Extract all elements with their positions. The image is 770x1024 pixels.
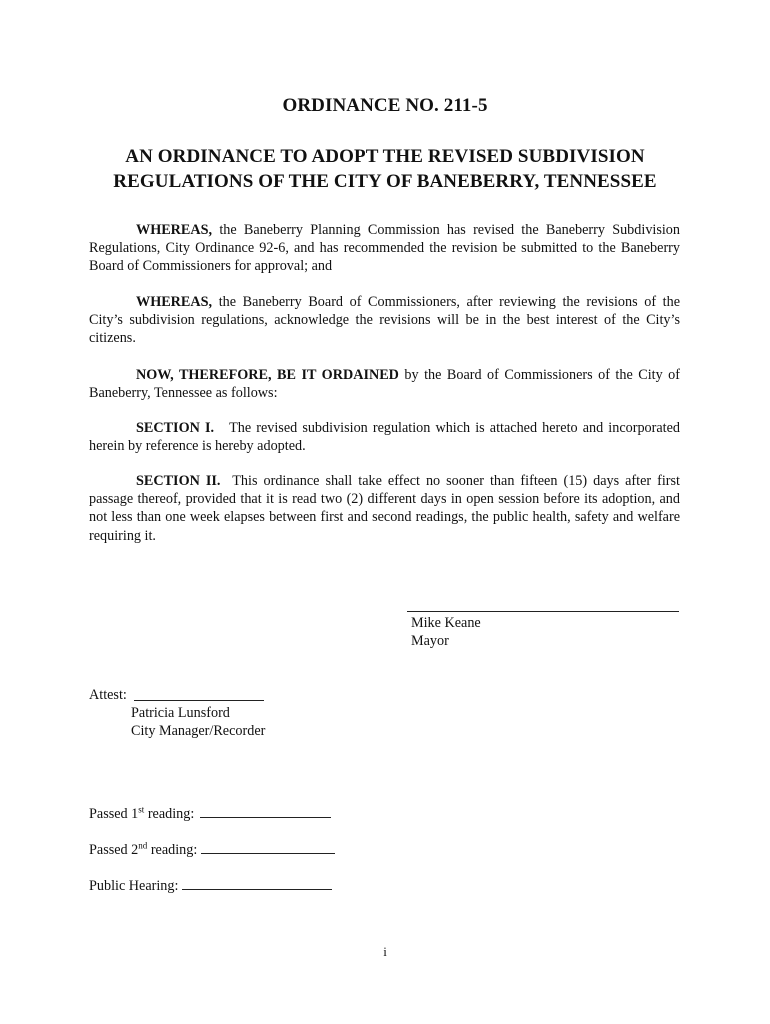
ordinance-number-title: ORDINANCE NO. 211-5 [282, 95, 488, 116]
public-hearing-blank-line [182, 877, 332, 890]
section-2-paragraph [89, 472, 684, 545]
paragraph-text: the Baneberry Planning Commission has revised the Baneberry Subdivision Regulations, City Ordinance 92-6, and has recommended the revision be submitted to the Baneberry Board of Commissioners for approval; and [89, 222, 680, 275]
second-reading-blank-line [201, 841, 335, 854]
public-hearing-label: Public Hearing: [89, 878, 179, 894]
first-reading-blank-line [200, 805, 331, 818]
mayor-title: Mayor [411, 633, 449, 649]
second-reading-row [89, 841, 335, 859]
paragraph-lead: NOW, THEREFORE, BE IT ORDAINED [136, 367, 399, 383]
section-1-paragraph [89, 419, 684, 455]
paragraph-text: by the Board of Commissioners of the City of Baneberry, Tennessee as follows: [89, 367, 680, 402]
paragraph-lead: SECTION II. [136, 473, 221, 489]
paragraph-text: This ordinance shall take effect no sooner than fifteen (15) days after first passage thereof, provided that it is read two (2) different days in open session before its adoption, and not less than one week elapses between first and second readings, the public health, safety and welfare requiring it. [89, 473, 684, 544]
paragraph-lead: SECTION I. [136, 420, 215, 436]
paragraph-text: the Baneberry Board of Commissioners, after reviewing the revisions of the City’s subdivision regulations, acknowledge the revisions will be in the best interest of the City’s citizens. [89, 294, 680, 347]
public-hearing-row [89, 877, 332, 895]
first-reading-suffix: reading: [144, 806, 195, 822]
subtitle-line-1: AN ORDINANCE TO ADOPT THE REVISED SUBDIVISION [125, 146, 645, 167]
page-number: i [383, 944, 387, 959]
paragraph-text: The revised subdivision regulation which is attached hereto and incorporated herein by reference is hereby adopted. [89, 420, 684, 455]
ordained-paragraph [89, 366, 680, 402]
ordinance-subtitle [0, 144, 770, 194]
attest-label: Attest: [89, 687, 127, 703]
paragraph-lead: WHEREAS, [136, 294, 213, 310]
second-reading-suffix: reading: [147, 842, 198, 858]
whereas-paragraph-2 [89, 293, 680, 348]
mayor-name: Mike Keane [411, 615, 481, 631]
second-reading-ordinal: nd [138, 840, 148, 851]
attest-name: Patricia Lunsford [131, 705, 230, 721]
subtitle-line-2: REGULATIONS OF THE CITY OF BANEBERRY, TENNESSEE [113, 171, 657, 192]
paragraph-lead: WHEREAS, [136, 222, 213, 238]
first-reading-row [89, 805, 331, 823]
mayor-signature-line [407, 611, 679, 612]
attest-title: City Manager/Recorder [131, 723, 266, 739]
first-reading-label: Passed 1 [89, 806, 139, 822]
whereas-paragraph-1 [89, 221, 680, 276]
second-reading-label: Passed 2 [89, 842, 139, 858]
attest-signature-line [134, 700, 264, 701]
first-reading-ordinal: st [138, 804, 145, 815]
